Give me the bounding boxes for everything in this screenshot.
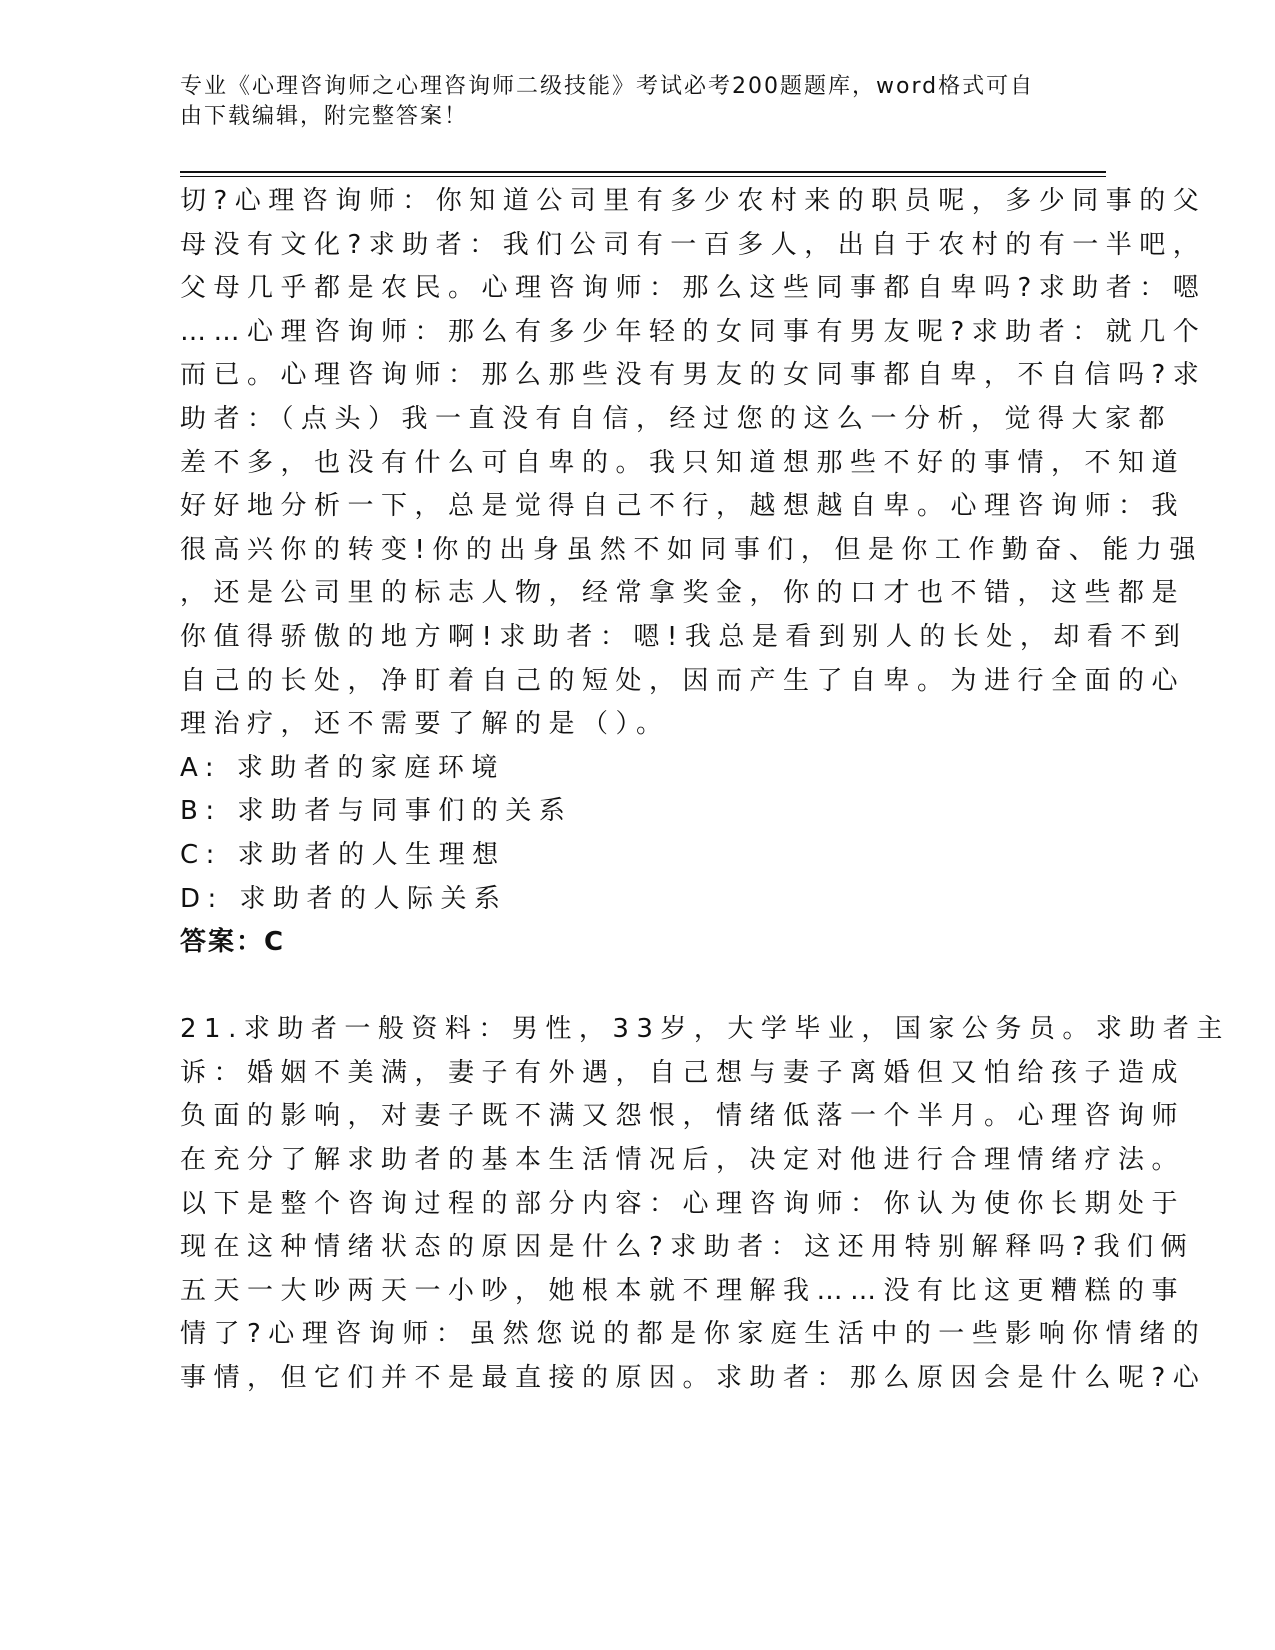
spacer bbox=[180, 965, 1230, 1009]
question-text-line: 父母几乎都是农民。心理咨询师：那么这些同事都自卑吗?求助者：嗯 bbox=[180, 273, 1207, 304]
question-text-line: 切?心理咨询师：你知道公司里有多少农村来的职员呢，多少同事的父 bbox=[180, 186, 1207, 216]
question-text-line: 负面的影响，对妻子既不满又怨恨，情绪低落一个半月。心理咨询师 bbox=[180, 1101, 1186, 1132]
header-line: 由下载编辑，附完整答案！ bbox=[180, 104, 469, 129]
question-text-line: 好好地分析一下，总是觉得自己不行，越想越自卑。心理咨询师：我 bbox=[180, 491, 1186, 522]
answer: 答案：C bbox=[180, 927, 286, 958]
header-line: 专业《心理咨询师之心理咨询师二级技能》考试必考200题题库，word格式可自 bbox=[180, 74, 1035, 99]
question-text-line: 而已。心理咨询师：那么那些没有男友的女同事都自卑，不自信吗?求 bbox=[180, 360, 1207, 391]
document-header bbox=[180, 72, 1034, 132]
option-a: A: 求助者的家庭环境 bbox=[180, 752, 505, 783]
question-text-line: 在充分了解求助者的基本生活情况后，决定对他进行合理情绪疗法。 bbox=[180, 1145, 1186, 1176]
question-text-line: 自己的长处，净盯着自己的短处，因而产生了自卑。为进行全面的心 bbox=[180, 665, 1186, 696]
question-text-line: 很高兴你的转变!你的出身虽然不如同事们，但是你工作勤奋、能力强 bbox=[180, 534, 1203, 565]
question-text-line: ……心理咨询师：那么有多少年轻的女同事有男友呢?求助者：就几个 bbox=[180, 316, 1207, 347]
header-divider bbox=[180, 171, 1106, 177]
question-text-line: 诉：婚姻不美满，妻子有外遇，自己想与妻子离婚但又怕给孩子造成 bbox=[180, 1057, 1186, 1088]
question-20 bbox=[180, 180, 1230, 965]
question-text-line: 21.求助者一般资料：男性，33岁，大学毕业，国家公务员。求助者主 bbox=[180, 1014, 1230, 1045]
option-c: C: 求助者的人生理想 bbox=[180, 839, 506, 870]
question-text-line: ，还是公司里的标志人物，经常拿奖金，你的口才也不错，这些都是 bbox=[180, 578, 1186, 609]
question-text-line: 助者：（点头）我一直没有自信，经过您的这么一分析，觉得大家都 bbox=[180, 403, 1173, 434]
question-text-line: 现在这种情绪状态的原因是什么?求助者：这还用特别解释吗?我们俩 bbox=[180, 1232, 1195, 1263]
question-text-line: 理治疗，还不需要了解的是（）。 bbox=[180, 709, 670, 740]
question-text-line: 事情，但它们并不是最直接的原因。求助者：那么原因会是什么呢?心 bbox=[180, 1363, 1207, 1394]
option-d: D: 求助者的人际关系 bbox=[180, 883, 508, 914]
question-text-line: 以下是整个咨询过程的部分内容：心理咨询师：你认为使你长期处于 bbox=[180, 1188, 1186, 1219]
document-body bbox=[180, 180, 1230, 1401]
question-text-line: 你值得骄傲的地方啊!求助者：嗯!我总是看到别人的长处，却看不到 bbox=[180, 621, 1188, 652]
question-text-line: 情了?心理咨询师：虽然您说的都是你家庭生活中的一些影响你情绪的 bbox=[180, 1319, 1207, 1350]
question-21 bbox=[180, 1008, 1230, 1400]
question-text-line: 差不多，也没有什么可自卑的。我只知道想那些不好的事情，不知道 bbox=[180, 447, 1186, 478]
option-b: B: 求助者与同事们的关系 bbox=[180, 796, 573, 827]
question-text-line: 母没有文化?求助者：我们公司有一百多人，出自于农村的有一半吧， bbox=[180, 229, 1207, 260]
question-text-line: 五天一大吵两天一小吵，她根本就不理解我……没有比这更糟糕的事 bbox=[180, 1275, 1186, 1306]
